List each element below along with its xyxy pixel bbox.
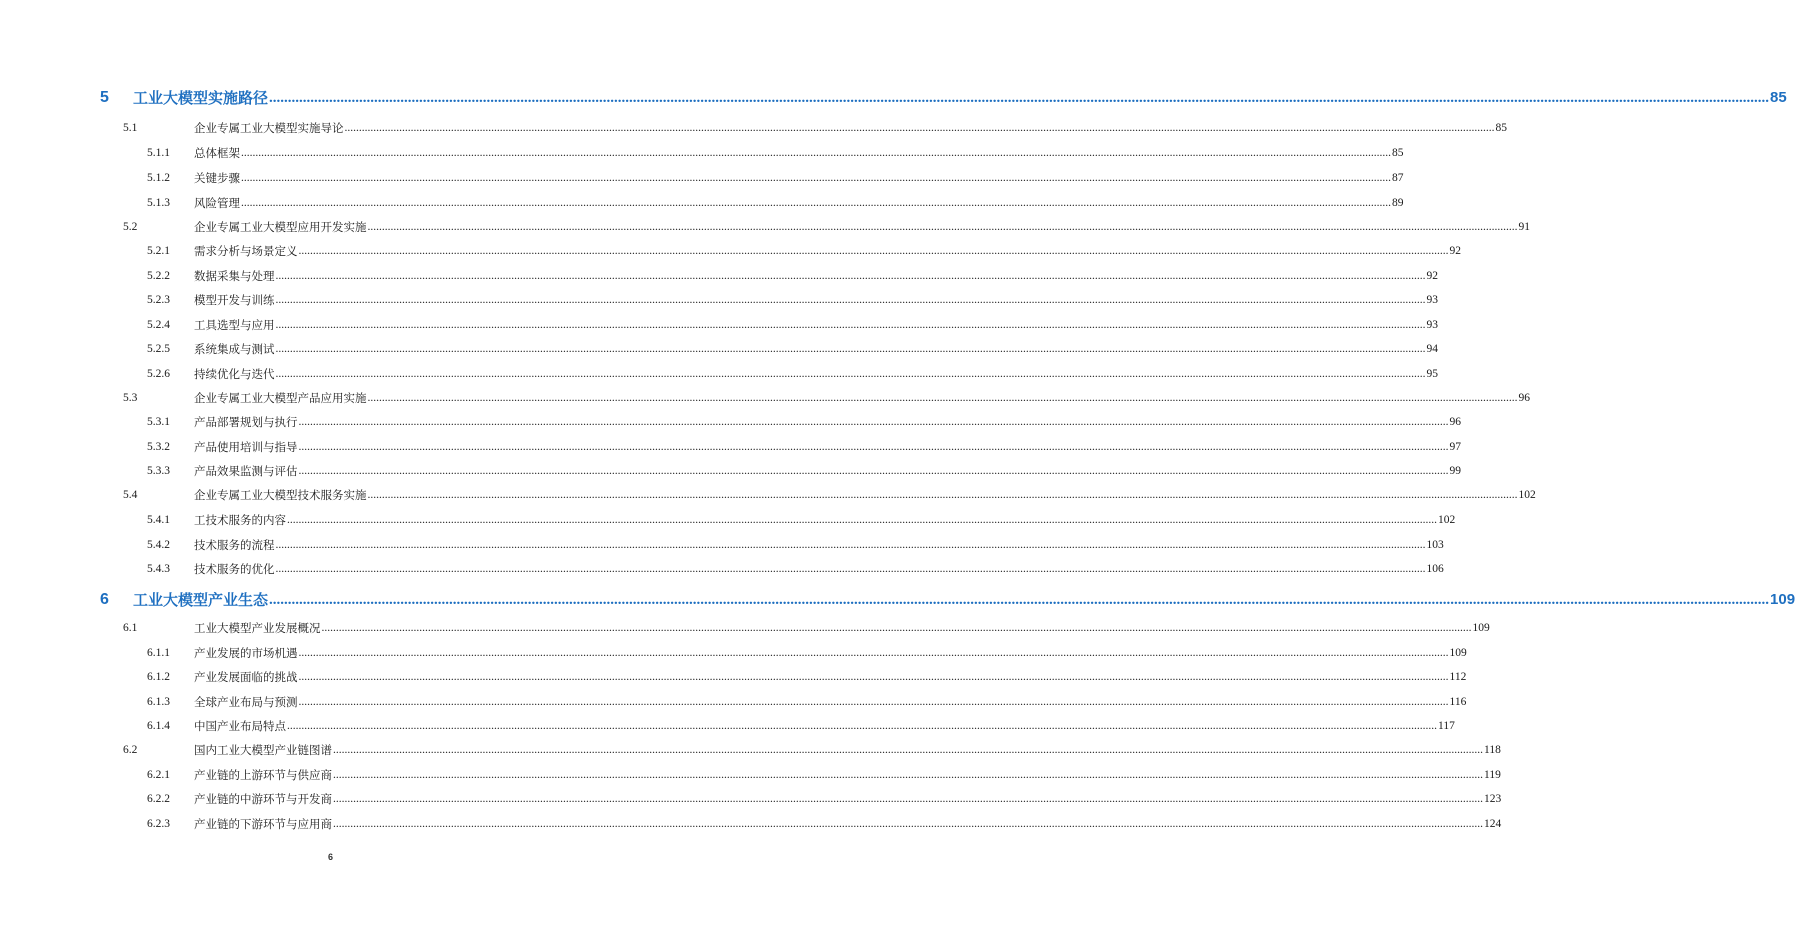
toc-entry-number: 5.2 [123, 221, 138, 233]
dot-leader: ................................................................................................................................................................................................................................................................................................................................................................................................................ [287, 720, 1437, 732]
toc-entry-line [194, 767, 1501, 783]
toc-section-entry[interactable] [0, 390, 1530, 412]
toc-entry-title: 企业专属工业大模型产品应用实施 [194, 391, 367, 405]
toc-entry-number: 5.3.1 [147, 416, 170, 428]
toc-entry-line [133, 88, 1787, 108]
toc-entry-page: 91 [1518, 221, 1530, 233]
toc-entry-page: 103 [1426, 539, 1444, 551]
toc-entry-title: 工业大模型实施路径 [133, 89, 269, 107]
toc-subsection-entry[interactable] [0, 512, 1456, 534]
toc-chapter-entry[interactable] [0, 88, 1787, 110]
toc-subsection-entry[interactable] [0, 767, 1501, 789]
page-number: 6 [327, 852, 333, 862]
toc-subsection-entry[interactable] [0, 243, 1461, 265]
toc-entry-number: 5.4 [123, 489, 138, 501]
toc-chapter-entry[interactable] [0, 590, 1795, 612]
toc-entry-line [194, 219, 1530, 235]
toc-entry-title: 工业大模型产业发展概况 [194, 621, 321, 635]
toc-entry-line [194, 718, 1455, 734]
toc-entry-page: 123 [1484, 793, 1502, 805]
toc-entry-title: 风险管理 [194, 196, 240, 210]
dot-leader: ................................................................................................................................................................................................................................................................................................................................................................................................................ [287, 514, 1437, 526]
toc-entry-page: 85 [1495, 122, 1507, 134]
toc-subsection-entry[interactable] [0, 366, 1438, 388]
toc-entry-title: 工具选型与应用 [194, 318, 275, 332]
toc-subsection-entry[interactable] [0, 195, 1404, 217]
dot-leader: ................................................................................................................................................................................................................................................................................................................................................................................................................ [298, 245, 1449, 257]
toc-entry-line [194, 268, 1438, 284]
toc-entry-page: 112 [1449, 671, 1467, 683]
dot-leader: ................................................................................................................................................................................................................................................................................................................................................................................................................ [275, 270, 1426, 282]
toc-subsection-entry[interactable] [0, 439, 1461, 461]
toc-subsection-entry[interactable] [0, 718, 1455, 740]
toc-entry-number: 5.2.6 [147, 368, 170, 380]
toc-entry-title: 工技术服务的内容 [194, 513, 286, 527]
toc-entry-line [194, 816, 1502, 832]
toc-entry-title: 关键步骤 [194, 171, 240, 185]
toc-entry-title: 产品效果监测与评估 [194, 464, 298, 478]
toc-entry-page: 92 [1426, 270, 1438, 282]
toc-entry-title: 数据采集与处理 [194, 269, 275, 283]
dot-leader: ................................................................................................................................................................................................................................................................................................................................................................................................................ [275, 319, 1426, 331]
toc-entry-title: 工业大模型产业生态 [133, 591, 269, 609]
toc-entry-number: 6.2.3 [147, 818, 170, 830]
toc-entry-line [194, 341, 1438, 357]
toc-entry-line [194, 694, 1467, 710]
toc-entry-page: 92 [1449, 245, 1461, 257]
toc-entry-title: 产业链的上游环节与供应商 [194, 768, 332, 782]
toc-subsection-entry[interactable] [0, 170, 1404, 192]
toc-entry-page: 109 [1449, 647, 1467, 659]
dot-leader: ................................................................................................................................................................................................................................................................................................................................................................................................................ [333, 769, 1483, 781]
toc-entry-number: 5.4.2 [147, 539, 170, 551]
toc-entry-page: 109 [1770, 591, 1795, 608]
toc-entry-page: 119 [1484, 769, 1501, 781]
toc-entry-title: 需求分析与场景定义 [194, 244, 298, 258]
toc-entry-number: 6.1 [123, 622, 138, 634]
toc-entry-number: 5.2.5 [147, 343, 170, 355]
toc-entry-page: 85 [1392, 147, 1404, 159]
toc-entry-line [194, 620, 1490, 636]
dot-leader: ................................................................................................................................................................................................................................................................................................................................................................................................................ [333, 793, 1483, 805]
toc-entry-page: 95 [1426, 368, 1438, 380]
toc-entry-line [194, 414, 1461, 430]
toc-entry-page: 99 [1449, 465, 1461, 477]
toc-entry-title: 持续优化与迭代 [194, 367, 275, 381]
toc-subsection-entry[interactable] [0, 645, 1467, 667]
dot-leader: ................................................................................................................................................................................................................................................................................................................................................................................................................ [298, 671, 1449, 683]
toc-entry-page: 94 [1426, 343, 1438, 355]
toc-entry-line [133, 590, 1795, 610]
dot-leader: ................................................................................................................................................................................................................................................................................................................................................................................................................ [241, 197, 1391, 209]
toc-subsection-entry[interactable] [0, 414, 1461, 436]
dot-leader: ................................................................................................................................................................................................................................................................................................................................................................................................................ [333, 744, 1483, 756]
toc-entry-title: 全球产业布局与预测 [194, 695, 298, 709]
toc-entry-number: 6.1.1 [147, 647, 170, 659]
toc-section-entry[interactable] [0, 120, 1507, 142]
dot-leader: ................................................................................................................................................................................................................................................................................................................................................................................................................ [367, 489, 1518, 501]
toc-entry-line [194, 145, 1404, 161]
toc-entry-line [194, 120, 1507, 136]
toc-entry-page: 93 [1426, 319, 1438, 331]
toc-entry-number: 5.2.3 [147, 294, 170, 306]
dot-leader: ................................................................................................................................................................................................................................................................................................................................................................................................................ [298, 696, 1449, 708]
toc-entry-title: 企业专属工业大模型实施导论 [194, 121, 344, 135]
toc-subsection-entry[interactable] [0, 292, 1438, 314]
toc-entry-page: 116 [1449, 696, 1467, 708]
toc-entry-page: 87 [1392, 172, 1404, 184]
toc-section-entry[interactable] [0, 620, 1490, 642]
toc-entry-line [194, 317, 1438, 333]
toc-entry-number: 5.1.1 [147, 147, 170, 159]
toc-entry-page: 97 [1449, 441, 1461, 453]
dot-leader: ................................................................................................................................................................................................................................................................................................................................................................................................................ [269, 592, 1770, 608]
toc-subsection-entry[interactable] [0, 537, 1444, 559]
toc-entry-line [194, 292, 1438, 308]
toc-entry-title: 国内工业大模型产业链图谱 [194, 743, 332, 757]
dot-leader: ................................................................................................................................................................................................................................................................................................................................................................................................................ [298, 465, 1449, 477]
dot-leader: ................................................................................................................................................................................................................................................................................................................................................................................................................ [241, 172, 1391, 184]
toc-entry-title: 产业发展的市场机遇 [194, 646, 298, 660]
toc-subsection-entry[interactable] [0, 463, 1461, 485]
toc-entry-page: 96 [1518, 392, 1530, 404]
toc-entry-title: 产业链的下游环节与应用商 [194, 817, 332, 831]
dot-leader: ................................................................................................................................................................................................................................................................................................................................................................................................................ [321, 622, 1472, 634]
toc-entry-title: 产品使用培训与指导 [194, 440, 298, 454]
toc-entry-number: 5.2.1 [147, 245, 170, 257]
dot-leader: ................................................................................................................................................................................................................................................................................................................................................................................................................ [241, 147, 1391, 159]
toc-entry-title: 技术服务的优化 [194, 562, 275, 576]
toc-entry-title: 产业链的中游环节与开发商 [194, 792, 332, 806]
toc-entry-title: 模型开发与训练 [194, 293, 275, 307]
toc-entry-line [194, 487, 1536, 503]
toc-entry-line [194, 669, 1467, 685]
dot-leader: ................................................................................................................................................................................................................................................................................................................................................................................................................ [269, 90, 1770, 106]
toc-entry-line [194, 439, 1461, 455]
toc-entry-title: 总体框架 [194, 146, 240, 160]
toc-entry-number: 5 [100, 89, 109, 106]
toc-section-entry[interactable] [0, 219, 1530, 241]
toc-entry-number: 5.4.3 [147, 563, 170, 575]
toc-entry-number: 5.3.3 [147, 465, 170, 477]
toc-entry-page: 96 [1449, 416, 1461, 428]
toc-entry-title: 产业发展面临的挑战 [194, 670, 298, 684]
toc-entry-page: 117 [1438, 720, 1455, 732]
toc-entry-line [194, 243, 1461, 259]
toc-entry-page: 85 [1770, 89, 1787, 106]
toc-subsection-entry[interactable] [0, 669, 1467, 691]
toc-entry-line [194, 170, 1404, 186]
toc-entry-line [194, 463, 1461, 479]
toc-entry-line [194, 512, 1456, 528]
toc-entry-page: 124 [1484, 818, 1502, 830]
toc-entry-number: 6.2.2 [147, 793, 170, 805]
dot-leader: ................................................................................................................................................................................................................................................................................................................................................................................................................ [333, 818, 1483, 830]
toc-entry-line [194, 561, 1444, 577]
toc-entry-number: 5.4.1 [147, 514, 170, 526]
toc-entry-page: 102 [1438, 514, 1456, 526]
dot-leader: ................................................................................................................................................................................................................................................................................................................................................................................................................ [344, 122, 1495, 134]
dot-leader: ................................................................................................................................................................................................................................................................................................................................................................................................................ [275, 294, 1426, 306]
toc-entry-line [194, 645, 1467, 661]
dot-leader: ................................................................................................................................................................................................................................................................................................................................................................................................................ [275, 539, 1426, 551]
toc-entry-line [194, 366, 1438, 382]
toc-entry-number: 5.1.2 [147, 172, 170, 184]
dot-leader: ................................................................................................................................................................................................................................................................................................................................................................................................................ [298, 416, 1449, 428]
toc-entry-page: 109 [1472, 622, 1490, 634]
toc-entry-number: 6.1.3 [147, 696, 170, 708]
toc-entry-title: 系统集成与测试 [194, 342, 275, 356]
toc-entry-title: 中国产业布局特点 [194, 719, 286, 733]
toc-entry-page: 102 [1518, 489, 1536, 501]
toc-subsection-entry[interactable] [0, 341, 1438, 363]
toc-section-entry[interactable] [0, 487, 1536, 509]
toc-subsection-entry[interactable] [0, 694, 1467, 716]
dot-leader: ................................................................................................................................................................................................................................................................................................................................................................................................................ [367, 221, 1518, 233]
toc-entry-title: 技术服务的流程 [194, 538, 275, 552]
toc-entry-page: 118 [1484, 744, 1501, 756]
toc-subsection-entry[interactable] [0, 145, 1404, 167]
toc-subsection-entry[interactable] [0, 268, 1438, 290]
toc-entry-page: 93 [1426, 294, 1438, 306]
toc-entry-number: 5.3 [123, 392, 138, 404]
toc-subsection-entry[interactable] [0, 561, 1444, 583]
toc-entry-title: 产品部署规划与执行 [194, 415, 298, 429]
dot-leader: ................................................................................................................................................................................................................................................................................................................................................................................................................ [275, 343, 1426, 355]
toc-entry-number: 5.1.3 [147, 197, 170, 209]
toc-entry-number: 5.2.2 [147, 270, 170, 282]
toc-entry-number: 6 [100, 591, 109, 608]
dot-leader: ................................................................................................................................................................................................................................................................................................................................................................................................................ [275, 563, 1426, 575]
toc-entry-title: 企业专属工业大模型应用开发实施 [194, 220, 367, 234]
toc-entry-number: 6.1.2 [147, 671, 170, 683]
toc-entry-page: 89 [1392, 197, 1404, 209]
dot-leader: ................................................................................................................................................................................................................................................................................................................................................................................................................ [367, 392, 1518, 404]
toc-entry-number: 6.2 [123, 744, 138, 756]
toc-subsection-entry[interactable] [0, 791, 1502, 813]
toc-entry-page: 106 [1426, 563, 1444, 575]
toc-entry-line [194, 390, 1530, 406]
toc-entry-number: 5.2.4 [147, 319, 170, 331]
toc-entry-line [194, 742, 1501, 758]
dot-leader: ................................................................................................................................................................................................................................................................................................................................................................................................................ [298, 441, 1449, 453]
dot-leader: ................................................................................................................................................................................................................................................................................................................................................................................................................ [298, 647, 1449, 659]
toc-entry-number: 5.1 [123, 122, 138, 134]
toc-subsection-entry[interactable] [0, 816, 1502, 838]
toc-entry-number: 6.2.1 [147, 769, 170, 781]
toc-entry-number: 5.3.2 [147, 441, 170, 453]
toc-entry-line [194, 195, 1404, 211]
toc-entry-number: 6.1.4 [147, 720, 170, 732]
toc-section-entry[interactable] [0, 742, 1501, 764]
dot-leader: ................................................................................................................................................................................................................................................................................................................................................................................................................ [275, 368, 1426, 380]
toc-entry-line [194, 791, 1502, 807]
toc-entry-title: 企业专属工业大模型技术服务实施 [194, 488, 367, 502]
toc-subsection-entry[interactable] [0, 317, 1438, 339]
toc-entry-line [194, 537, 1444, 553]
